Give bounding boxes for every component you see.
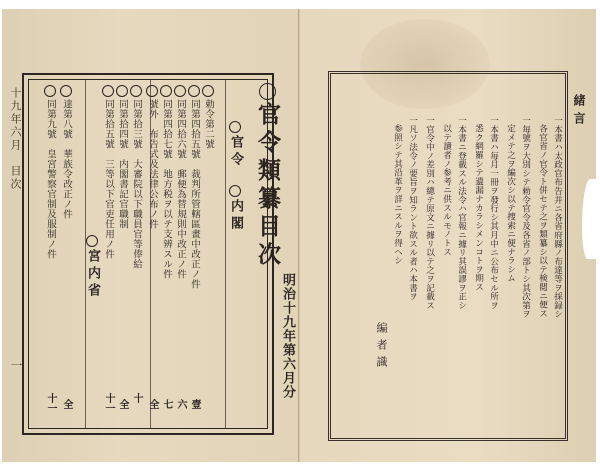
toc-page-number: 全	[147, 399, 158, 409]
column-rule	[225, 80, 226, 428]
preface-line: 参照シテ其沿革ヲ詳ニスルヲ得ヘシ	[392, 124, 403, 265]
section-kanrei: 官令	[229, 121, 242, 169]
section-kunaisho: 宮内省	[86, 235, 99, 300]
toc-page-number: 全	[61, 399, 72, 409]
toc-entry: 達第八號 華族令改正ノ件	[60, 85, 72, 219]
toc-entry: 同第四拾七號 地方税ヲ以テ支辨スル件	[160, 85, 172, 279]
circle-mark-icon	[102, 85, 114, 97]
toc-page-number: 十	[131, 393, 142, 403]
toc-title: 官令類纂目次	[256, 83, 279, 270]
toc-page-number: 十一	[45, 393, 56, 413]
preface-frame	[328, 71, 586, 441]
preface-line: 一凡ソ法令ノ要旨ヲ知ラント欲スル者ハ本書ヲ	[407, 116, 418, 301]
circle-mark-icon	[116, 85, 128, 97]
preface-line: 一官令中ノ差別ハ總テ原文ニ據リ以テ之ヲ記載ス	[424, 116, 435, 310]
right-page	[300, 9, 596, 462]
preface-line: 悉ク網羅シテ遺漏ナカラシメンコトヲ期ス	[473, 124, 484, 292]
margin-page-number: 一	[9, 359, 23, 371]
torn-edge	[582, 179, 596, 259]
section-naikaku: 内閣	[229, 185, 242, 233]
toc-page-number: 全	[117, 399, 128, 409]
circle-mark-icon	[44, 85, 56, 97]
margin-title: 十九年六月 目次	[9, 87, 22, 191]
circle-mark-icon	[259, 83, 276, 100]
toc-entry: 勅令第二號	[202, 85, 214, 149]
toc-date: 明治十九年第六月分	[280, 273, 295, 399]
toc-page-number: 壹	[189, 399, 200, 409]
toc-entry: 同第拾五號 三等以下官吏任用ノ件	[102, 85, 114, 259]
toc-frame	[22, 73, 295, 435]
circle-mark-icon	[229, 121, 241, 133]
toc-entry: 同第九號 皇宮警察官制及服制ノ件	[44, 85, 56, 259]
circle-mark-icon	[160, 85, 172, 97]
circle-mark-icon	[60, 85, 72, 97]
circle-mark-icon	[229, 185, 241, 197]
toc-entry: 同第拾三號 大審院以下職員官等俸給	[130, 85, 142, 269]
toc-entry: 號外 布告式及法律公布ノ件	[146, 85, 158, 229]
preface-line: 以テ讀者ノ参考ニ供スルモノトス	[441, 124, 452, 256]
preface-line: 一本書ハ太政官布告并ニ各省府縣ノ布達等ヲ採録シ	[552, 116, 563, 319]
preface-line: 一本書ハ毎月一冊ヲ發行シ其月中ニ公布セル所ヲ	[488, 116, 499, 310]
open-book	[2, 9, 596, 462]
preface-line: 定メテ之ヲ編次シ以テ捜索ニ便ナラシム	[505, 124, 516, 283]
toc-entry: 同第四拾五號 裁判所管轄區畫中改正ノ件	[188, 85, 200, 289]
circle-mark-icon	[202, 85, 214, 97]
toc-entry: 同第四拾六號 郵便為替規則中改正ノ件	[174, 85, 186, 279]
preface-line: 一毎號ヲ大別シテ勅令官令及各省ノ部トシ其次第ヲ	[520, 116, 531, 319]
preface-line: 各官省ノ官令ト併セテ之ヲ類纂シ以テ検閲ニ便ス	[537, 124, 548, 318]
toc-entry: 同第拾四號 内閣書記官職制	[116, 85, 128, 229]
toc-page-number: 七	[161, 399, 172, 409]
toc-page-number: 六	[175, 399, 186, 409]
circle-mark-icon	[130, 85, 142, 97]
left-page	[2, 9, 299, 462]
preface-line: 一本書ニ登載スル法令ハ官報ニ據リ其誤謬ヲ正シ	[456, 116, 467, 310]
circle-mark-icon	[174, 85, 186, 97]
circle-mark-icon	[146, 85, 158, 97]
preface-editor-signature: 編者識	[375, 322, 388, 373]
preface-title: 緒言	[572, 94, 586, 130]
circle-mark-icon	[86, 235, 98, 247]
circle-mark-icon	[188, 85, 200, 97]
toc-page-number: 十一	[103, 393, 114, 413]
